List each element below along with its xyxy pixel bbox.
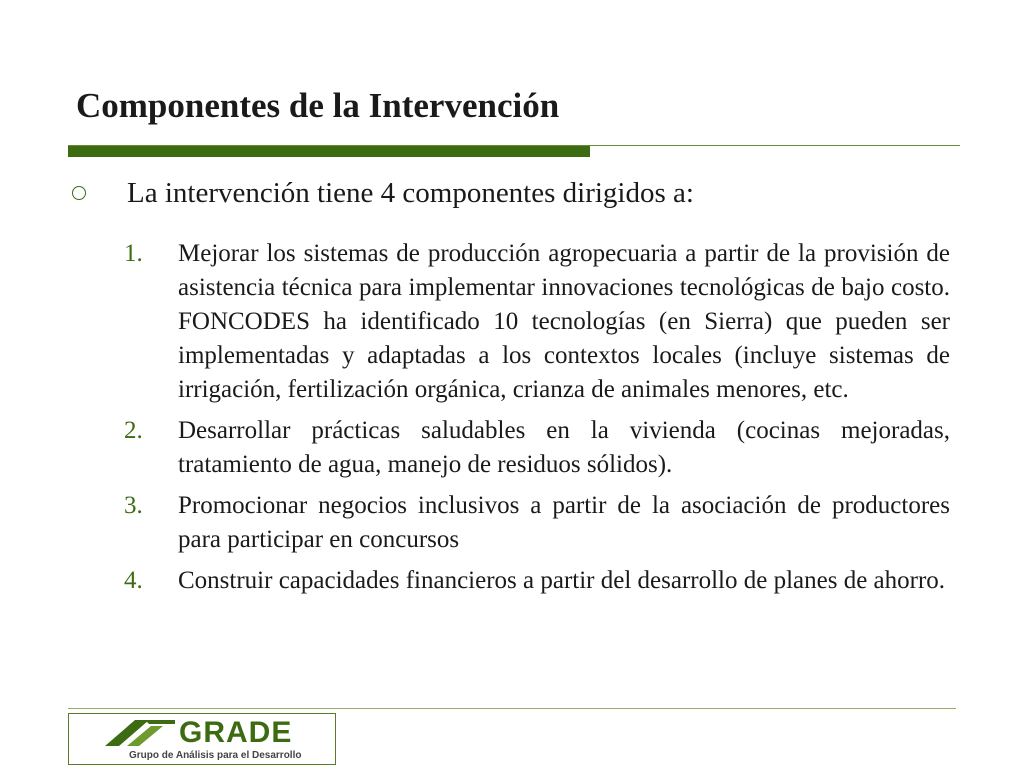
- logo-name: GRADE: [179, 716, 293, 749]
- list-item-text: Desarrollar prácticas saludables en la vivienda (cocinas mejoradas, tratamiento de agua, manejo de residuos sólidos).: [178, 417, 950, 478]
- footer-divider: [68, 708, 956, 709]
- title-underline-thick: [68, 146, 590, 157]
- list-item-number: 2.: [124, 417, 143, 444]
- list-item-number: 4.: [124, 567, 143, 594]
- slide-title: Componentes de la Intervención: [76, 86, 560, 125]
- lead-bullet-item: [72, 177, 952, 210]
- components-list: [124, 237, 950, 605]
- list-item-text: Mejorar los sistemas de producción agropecuaria a partir de la provisión de asistencia técnica para implementar innovaciones tecnológicas de bajo costo. FONCODES ha identificado 10 tecnologías (en Sierra) que pueden ser implementadas y adaptadas a los contextos locales (incluye sistemas de irrigación, fertilización orgánica, crianza de animales menores, etc.: [178, 240, 950, 403]
- list-item: [124, 414, 950, 482]
- list-item: [124, 237, 950, 407]
- list-item-number: 1.: [124, 240, 143, 267]
- list-item: [124, 489, 950, 557]
- list-item-text: Promocionar negocios inclusivos a partir de la asociación de productores para participar en concursos: [178, 492, 950, 553]
- grade-logo-icon: [105, 718, 175, 748]
- list-item-text: Construir capacidades financieros a partir del desarrollo de planes de ahorro.: [178, 567, 946, 594]
- logo-tagline: Grupo de Análisis para el Desarrollo: [129, 750, 302, 761]
- list-item-number: 3.: [124, 492, 143, 519]
- list-item: [124, 564, 950, 598]
- grade-logo: [68, 713, 336, 765]
- circle-bullet-icon: [72, 180, 96, 195]
- lead-text: La intervención tiene 4 componentes dirigidos a:: [127, 177, 694, 209]
